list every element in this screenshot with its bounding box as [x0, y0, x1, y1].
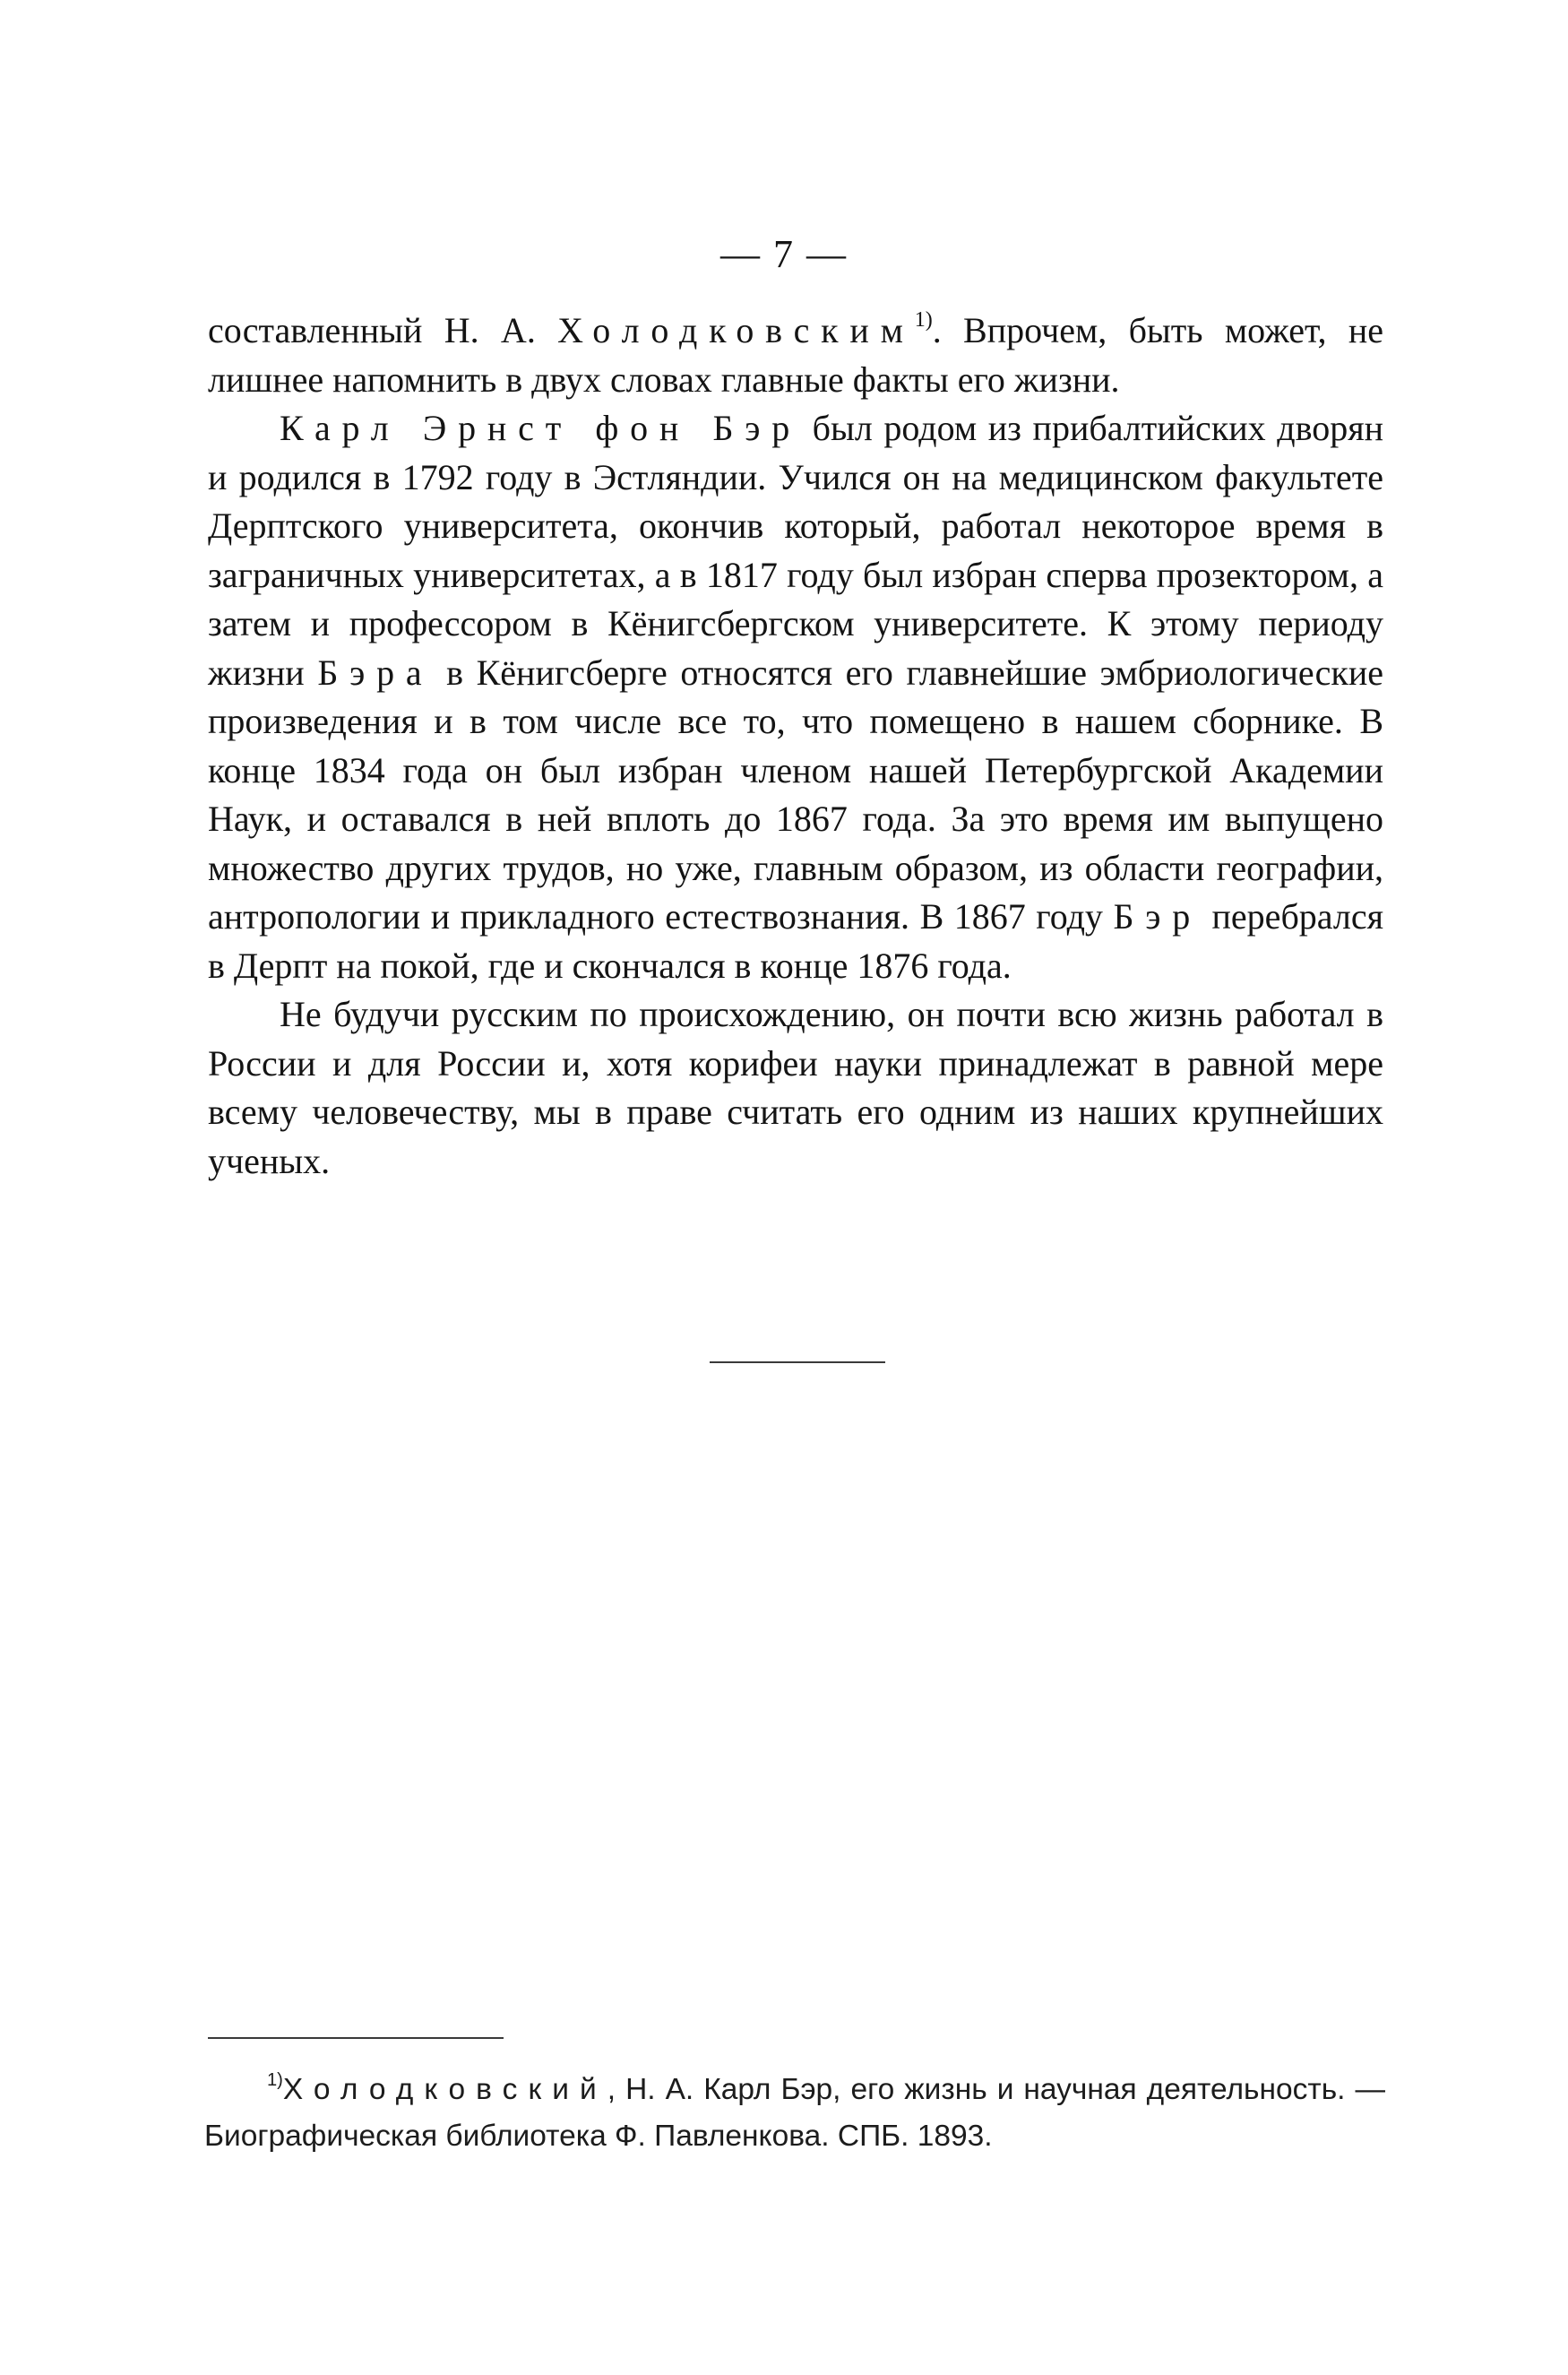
footnote-author: Холодковский	[282, 2073, 607, 2106]
main-text	[208, 307, 1383, 1186]
paragraph-2-part-c: перебрался в Дерпт на покой, где и скончался в конце 1876 года.	[208, 896, 1384, 986]
footnote-text	[204, 2067, 1385, 2160]
footnote-citation: , Н. А. Карл Бэр, его жизнь и научная деятельность. — Биографическая библиотека Ф. Павленкова. СПБ. 1893.	[204, 2073, 1385, 2153]
paragraph-1-start: составленный Н. А.	[208, 310, 558, 350]
footnote	[204, 2067, 1385, 2160]
paragraph-1-end: . Впрочем, быть может, не лишнее напомнить в двух словах главные факты его жизни.	[208, 310, 1383, 400]
spaced-subject-name-3: Бэр	[1113, 896, 1202, 937]
footnote-reference[interactable]: 1)	[914, 308, 933, 332]
paragraph-3: Не будучи русским по происхождению, он почти всю жизнь работал в России и для России и, хотя корифеи науки принадлежат в равной мере всему человечеству, мы в праве считать его одним из наших крупнейших ученых.	[208, 994, 1383, 1181]
spaced-author-name: Холодковским	[557, 310, 915, 350]
section-divider	[710, 1361, 885, 1363]
footnote-divider	[208, 2037, 504, 2039]
spaced-subject-name-2: Бэра	[317, 652, 434, 693]
paragraph-2-part-b: в Кёнигсберге относятся его главнейшие эмбриологические произведения и в том числе все то, что помещено в нашем сборнике. В конце 1834 года он был избран членом нашей Петербургской Академии Наук, и оставался в ней вплоть до 1867 года. За это время им выпущено множество других трудов, но уже, главным образом, из области географии, антропологии и прикладного естествознания. В 1867 году	[208, 652, 1384, 937]
footnote-marker: 1)	[267, 2069, 283, 2090]
paragraph-1	[208, 307, 1383, 404]
paragraph-2	[208, 404, 1383, 990]
page-number: — 7 —	[720, 232, 848, 276]
paragraph-2-part-a: был родом из прибалтийских дворян и родился в 1792 году в Эстляндии. Учился он на медицинском факультете Дерптского университета, окончив который, работал некоторое время в заграничных университетах, а в 1817 году был избран сперва прозектором, а затем и профессором в Кёнигсбергском университете. К этому периоду жизни	[208, 408, 1384, 693]
spaced-subject-name: Карл Эрнст фон Бэр	[280, 408, 802, 448]
